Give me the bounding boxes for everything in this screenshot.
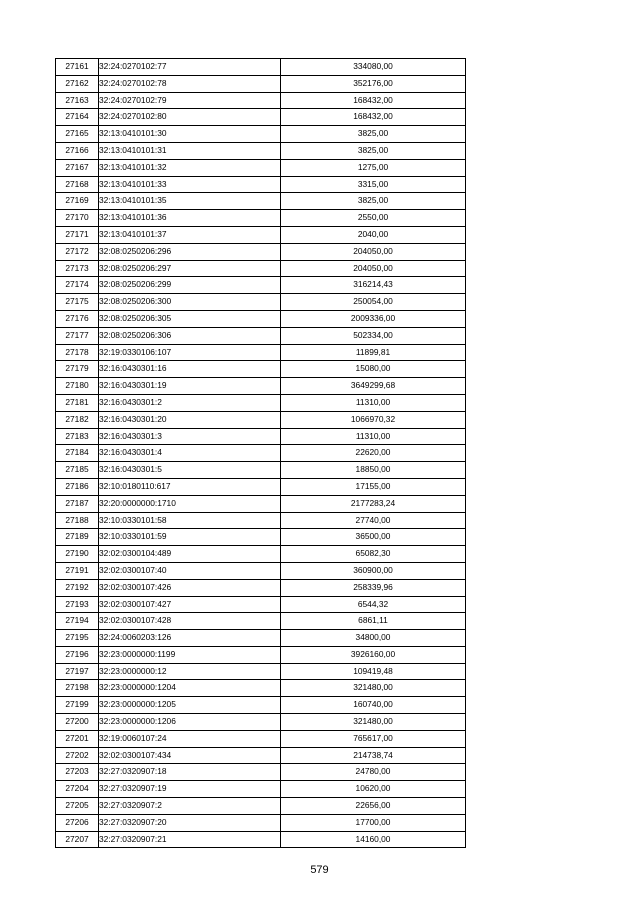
value-cell: 765617,00 — [281, 730, 466, 747]
value-cell: 22656,00 — [281, 798, 466, 815]
cadastral-number-cell: 32:19:0330106:107 — [99, 344, 281, 361]
table-row — [56, 411, 466, 428]
cadastral-number-cell: 32:10:0330101:59 — [99, 529, 281, 546]
value-cell: 321480,00 — [281, 680, 466, 697]
table-row — [56, 512, 466, 529]
value-cell: 3825,00 — [281, 142, 466, 159]
table-row — [56, 562, 466, 579]
row-number-cell: 27167 — [56, 159, 99, 176]
cadastral-number-cell: 32:08:0250206:306 — [99, 327, 281, 344]
row-number-cell: 27191 — [56, 562, 99, 579]
row-number-cell: 27188 — [56, 512, 99, 529]
row-number-cell: 27207 — [56, 831, 99, 848]
value-cell: 22620,00 — [281, 445, 466, 462]
value-cell: 3926160,00 — [281, 646, 466, 663]
cadastral-number-cell: 32:20:0000000:1710 — [99, 495, 281, 512]
table-row — [56, 680, 466, 697]
row-number-cell: 27166 — [56, 142, 99, 159]
table-row — [56, 361, 466, 378]
row-number-cell: 27189 — [56, 529, 99, 546]
row-number-cell: 27195 — [56, 630, 99, 647]
value-cell: 2550,00 — [281, 210, 466, 227]
row-number-cell: 27180 — [56, 378, 99, 395]
cadastral-number-cell: 32:27:0320907:2 — [99, 798, 281, 815]
row-number-cell: 27204 — [56, 781, 99, 798]
cadastral-number-cell: 32:24:0270102:80 — [99, 109, 281, 126]
table-row — [56, 226, 466, 243]
cadastral-number-cell: 32:16:0430301:19 — [99, 378, 281, 395]
cadastral-number-cell: 32:02:0300107:434 — [99, 747, 281, 764]
cadastral-number-cell: 32:13:0410101:36 — [99, 210, 281, 227]
table-row — [56, 59, 466, 76]
table-row — [56, 714, 466, 731]
row-number-cell: 27183 — [56, 428, 99, 445]
value-cell: 168432,00 — [281, 92, 466, 109]
row-number-cell: 27192 — [56, 579, 99, 596]
row-number-cell: 27175 — [56, 294, 99, 311]
value-cell: 1066970,32 — [281, 411, 466, 428]
table-row — [56, 327, 466, 344]
table-row — [56, 814, 466, 831]
value-cell: 502334,00 — [281, 327, 466, 344]
table-row — [56, 378, 466, 395]
row-number-cell: 27200 — [56, 714, 99, 731]
table-row — [56, 210, 466, 227]
table-row — [56, 831, 466, 848]
row-number-cell: 27196 — [56, 646, 99, 663]
table-row — [56, 462, 466, 479]
cadastral-number-cell: 32:13:0410101:37 — [99, 226, 281, 243]
row-number-cell: 27185 — [56, 462, 99, 479]
value-cell: 3825,00 — [281, 126, 466, 143]
table-row — [56, 142, 466, 159]
table-row — [56, 630, 466, 647]
table-row — [56, 495, 466, 512]
cadastral-number-cell: 32:08:0250206:297 — [99, 260, 281, 277]
value-cell: 360900,00 — [281, 562, 466, 579]
table-row — [56, 159, 466, 176]
cadastral-number-cell: 32:19:0060107:24 — [99, 730, 281, 747]
table-row — [56, 394, 466, 411]
cadastral-number-cell: 32:02:0300107:40 — [99, 562, 281, 579]
table-row — [56, 529, 466, 546]
cadastral-number-cell: 32:23:0000000:1204 — [99, 680, 281, 697]
value-cell: 258339,96 — [281, 579, 466, 596]
cadastral-number-cell: 32:23:0000000:12 — [99, 663, 281, 680]
row-number-cell: 27174 — [56, 277, 99, 294]
cadastral-number-cell: 32:16:0430301:3 — [99, 428, 281, 445]
value-cell: 3649299,68 — [281, 378, 466, 395]
value-cell: 14160,00 — [281, 831, 466, 848]
table-row — [56, 596, 466, 613]
table-row — [56, 764, 466, 781]
cadastral-number-cell: 32:23:0000000:1206 — [99, 714, 281, 731]
cadastral-number-cell: 32:16:0430301:16 — [99, 361, 281, 378]
value-cell: 36500,00 — [281, 529, 466, 546]
row-number-cell: 27190 — [56, 546, 99, 563]
row-number-cell: 27187 — [56, 495, 99, 512]
row-number-cell: 27178 — [56, 344, 99, 361]
value-cell: 15080,00 — [281, 361, 466, 378]
value-cell: 334080,00 — [281, 59, 466, 76]
value-cell: 11310,00 — [281, 394, 466, 411]
table-row — [56, 798, 466, 815]
table-row — [56, 697, 466, 714]
row-number-cell: 27162 — [56, 75, 99, 92]
cadastral-number-cell: 32:08:0250206:296 — [99, 243, 281, 260]
row-number-cell: 27199 — [56, 697, 99, 714]
table-row — [56, 75, 466, 92]
value-cell: 316214,43 — [281, 277, 466, 294]
row-number-cell: 27181 — [56, 394, 99, 411]
row-number-cell: 27179 — [56, 361, 99, 378]
cadastral-number-cell: 32:27:0320907:19 — [99, 781, 281, 798]
value-cell: 321480,00 — [281, 714, 466, 731]
cadastral-number-cell: 32:13:0410101:35 — [99, 193, 281, 210]
row-number-cell: 27164 — [56, 109, 99, 126]
table-row — [56, 109, 466, 126]
row-number-cell: 27193 — [56, 596, 99, 613]
cadastral-number-cell: 32:02:0300107:427 — [99, 596, 281, 613]
value-cell: 17155,00 — [281, 478, 466, 495]
cadastral-number-cell: 32:13:0410101:31 — [99, 142, 281, 159]
value-cell: 214738,74 — [281, 747, 466, 764]
row-number-cell: 27194 — [56, 613, 99, 630]
row-number-cell: 27197 — [56, 663, 99, 680]
cadastral-number-cell: 32:27:0320907:18 — [99, 764, 281, 781]
row-number-cell: 27161 — [56, 59, 99, 76]
row-number-cell: 27182 — [56, 411, 99, 428]
table-row — [56, 260, 466, 277]
row-number-cell: 27168 — [56, 176, 99, 193]
cadastral-number-cell: 32:02:0300107:428 — [99, 613, 281, 630]
value-cell: 11310,00 — [281, 428, 466, 445]
table-row — [56, 663, 466, 680]
table-row — [56, 781, 466, 798]
page-number: 579 — [310, 864, 329, 876]
table-row — [56, 193, 466, 210]
row-number-cell: 27186 — [56, 478, 99, 495]
table-row — [56, 579, 466, 596]
value-cell: 1275,00 — [281, 159, 466, 176]
value-cell: 3825,00 — [281, 193, 466, 210]
cadastral-number-cell: 32:13:0410101:32 — [99, 159, 281, 176]
cadastral-number-cell: 32:16:0430301:5 — [99, 462, 281, 479]
table-row — [56, 310, 466, 327]
cadastral-number-cell: 32:23:0000000:1199 — [99, 646, 281, 663]
cadastral-number-cell: 32:08:0250206:300 — [99, 294, 281, 311]
cadastral-number-cell: 32:08:0250206:299 — [99, 277, 281, 294]
table-row — [56, 428, 466, 445]
table-row — [56, 646, 466, 663]
value-cell: 24780,00 — [281, 764, 466, 781]
value-cell: 2040,00 — [281, 226, 466, 243]
table-row — [56, 747, 466, 764]
table-row — [56, 92, 466, 109]
cadastral-number-cell: 32:27:0320907:21 — [99, 831, 281, 848]
value-cell: 18850,00 — [281, 462, 466, 479]
cadastral-number-cell: 32:08:0250206:305 — [99, 310, 281, 327]
cadastral-number-cell: 32:10:0180110:617 — [99, 478, 281, 495]
value-cell: 6544,32 — [281, 596, 466, 613]
row-number-cell: 27206 — [56, 814, 99, 831]
row-number-cell: 27202 — [56, 747, 99, 764]
value-cell: 250054,00 — [281, 294, 466, 311]
table-row — [56, 730, 466, 747]
row-number-cell: 27173 — [56, 260, 99, 277]
row-number-cell: 27176 — [56, 310, 99, 327]
table-row — [56, 294, 466, 311]
registry-table — [55, 58, 466, 848]
cadastral-number-cell: 32:16:0430301:4 — [99, 445, 281, 462]
row-number-cell: 27172 — [56, 243, 99, 260]
cadastral-number-cell: 32:10:0330101:58 — [99, 512, 281, 529]
cadastral-number-cell: 32:13:0410101:33 — [99, 176, 281, 193]
row-number-cell: 27169 — [56, 193, 99, 210]
table-row — [56, 445, 466, 462]
value-cell: 11899,81 — [281, 344, 466, 361]
table-row — [56, 243, 466, 260]
value-cell: 17700,00 — [281, 814, 466, 831]
table-row — [56, 613, 466, 630]
value-cell: 109419,48 — [281, 663, 466, 680]
cadastral-number-cell: 32:27:0320907:20 — [99, 814, 281, 831]
value-cell: 10620,00 — [281, 781, 466, 798]
cadastral-number-cell: 32:24:0270102:77 — [99, 59, 281, 76]
value-cell: 352176,00 — [281, 75, 466, 92]
value-cell: 204050,00 — [281, 260, 466, 277]
registry-table-body — [56, 59, 466, 848]
value-cell: 6861,11 — [281, 613, 466, 630]
row-number-cell: 27163 — [56, 92, 99, 109]
value-cell: 65082,30 — [281, 546, 466, 563]
table-row — [56, 344, 466, 361]
value-cell: 168432,00 — [281, 109, 466, 126]
table-row — [56, 546, 466, 563]
row-number-cell: 27198 — [56, 680, 99, 697]
value-cell: 204050,00 — [281, 243, 466, 260]
row-number-cell: 27177 — [56, 327, 99, 344]
table-row — [56, 176, 466, 193]
value-cell: 2177283,24 — [281, 495, 466, 512]
table-row — [56, 478, 466, 495]
row-number-cell: 27171 — [56, 226, 99, 243]
cadastral-number-cell: 32:24:0270102:78 — [99, 75, 281, 92]
row-number-cell: 27203 — [56, 764, 99, 781]
value-cell: 3315,00 — [281, 176, 466, 193]
cadastral-number-cell: 32:13:0410101:30 — [99, 126, 281, 143]
row-number-cell: 27184 — [56, 445, 99, 462]
row-number-cell: 27205 — [56, 798, 99, 815]
value-cell: 160740,00 — [281, 697, 466, 714]
table-row — [56, 277, 466, 294]
cadastral-number-cell: 32:24:0060203:126 — [99, 630, 281, 647]
row-number-cell: 27201 — [56, 730, 99, 747]
value-cell: 2009336,00 — [281, 310, 466, 327]
table-row — [56, 126, 466, 143]
cadastral-number-cell: 32:23:0000000:1205 — [99, 697, 281, 714]
value-cell: 27740,00 — [281, 512, 466, 529]
cadastral-number-cell: 32:24:0270102:79 — [99, 92, 281, 109]
cadastral-number-cell: 32:02:0300104:489 — [99, 546, 281, 563]
value-cell: 34800,00 — [281, 630, 466, 647]
row-number-cell: 27165 — [56, 126, 99, 143]
cadastral-number-cell: 32:02:0300107:426 — [99, 579, 281, 596]
row-number-cell: 27170 — [56, 210, 99, 227]
cadastral-number-cell: 32:16:0430301:20 — [99, 411, 281, 428]
cadastral-number-cell: 32:16:0430301:2 — [99, 394, 281, 411]
